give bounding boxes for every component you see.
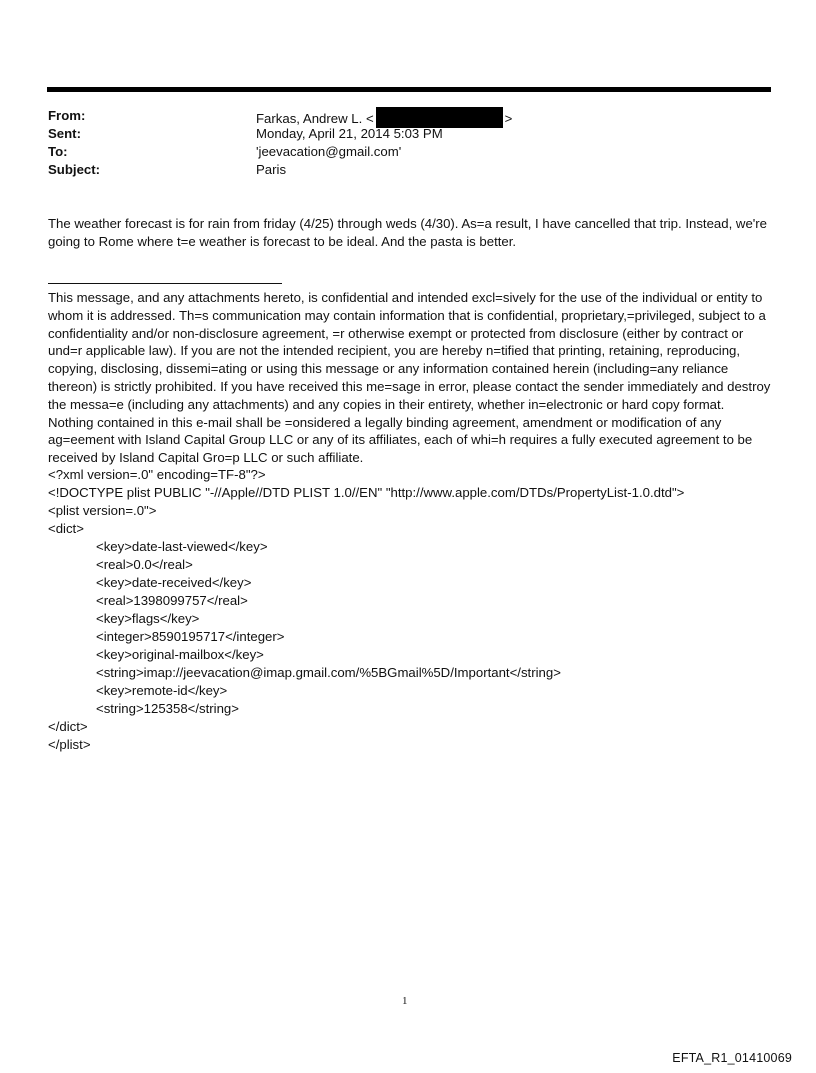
plist-line: <key>flags</key> [96,611,200,626]
plist-line: <dict> [48,521,84,536]
plist-line: <string>125358</string> [96,701,239,716]
sent-row [48,125,768,143]
plist-line: </dict> [48,719,88,734]
plist-line: <key>original-mailbox</key> [96,647,264,662]
from-row [48,107,768,125]
from-value-end: > [504,111,513,126]
plist-line: <plist version=.0"> [48,503,157,518]
plist-line: <real>1398099757</real> [96,593,248,608]
plist-line: <string>imap://jeevacation@imap.gmail.com/%5BGmail%5D/Important</string> [96,665,561,680]
plist-line: </plist> [48,737,91,752]
document-id: EFTA_R1_01410069 [672,1051,792,1065]
page-number: 1 [402,995,408,1007]
plist-line: <!DOCTYPE plist PUBLIC "-//Apple//DTD PLIST 1.0//EN" "http://www.apple.com/DTDs/PropertyList-1.0.dtd"> [48,485,685,500]
plist-line: <real>0.0</real> [96,557,193,572]
plist-block [48,466,772,754]
to-row [48,143,768,161]
plist-line: <key>remote-id</key> [96,683,228,698]
plist-line: <key>date-received</key> [96,575,252,590]
plist-line: <?xml version=.0" encoding=TF-8"?> [48,467,266,482]
plist-line: <key>date-last-viewed</key> [96,539,268,554]
sent-value: Monday, April 21, 2014 5:03 PM [256,126,443,141]
to-label: To: [48,144,68,159]
subject-label: Subject: [48,162,101,177]
confidentiality-disclaimer: This message, and any attachments hereto, is confidential and intended excl=sively for the use of the individual or entity to whom it is addressed. Th=s communication may contain information that is confidential, proprietary,=privileged, subject to a confidentiality and/or non-disclosure agreement, =r otherwise exempt or protected from disclosure (either by contract or und=r applicable law). If you are not the intended recipient, you are hereby n=tified that printing, retaining, reproducing, copying, disclosing, dissemi=ating or using this message or any information contained herein (including=any reliance thereon) is strictly prohibited. If you have received this me=sage in error, please contact the sender immediately and destroy the messa=e (including any attachments) and any copies in their entirety, whether in=electronic or hard copy format. Nothing contained in this e-mail shall be =onsidered a legally binding agreement, amendment or modification of any ag=eement with Island Capital Group LLC or any of its affiliates, each of whi=h requires a fully executed agreement to be received by Island Capital Gro=p LLC or such affiliate. [48,290,771,466]
from-label: From: [48,108,86,123]
subject-value: Paris [256,162,287,177]
sent-label: Sent: [48,126,81,141]
email-header [48,107,768,179]
to-value: 'jeevacation@gmail.com' [256,144,402,159]
plist-line: <integer>8590195717</integer> [96,629,285,644]
from-name: Farkas, Andrew L. < [256,111,374,126]
email-body: The weather forecast is for rain from friday (4/25) through weds (4/30). As=a result, I have cancelled that trip. Instead, we're going to Rome where t=e weather is forecast to be ideal. And the pasta is better. [48,216,768,249]
signature-rule [48,283,282,284]
header-top-rule [47,87,771,92]
subject-row [48,161,768,179]
